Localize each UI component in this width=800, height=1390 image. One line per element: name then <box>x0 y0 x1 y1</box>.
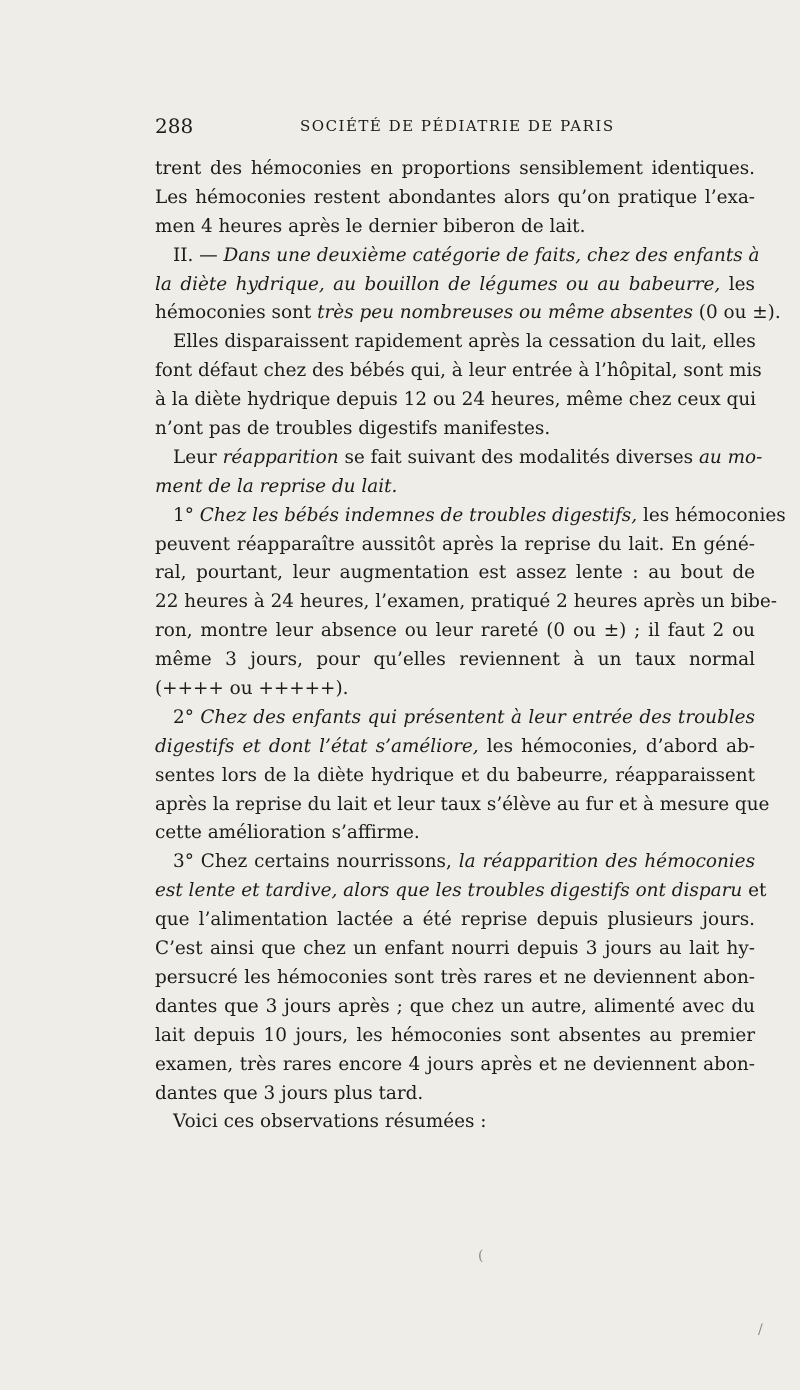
text-line <box>155 935 755 964</box>
text-line <box>155 444 763 473</box>
text-line <box>155 473 755 502</box>
text-run: 22 heures à 24 heures, l’examen, pratiqué 2 heures après un bibe- <box>155 591 777 613</box>
italic-text: ment de la reprise du lait. <box>155 475 398 497</box>
text-run: Voici ces observations résumées : <box>173 1111 487 1133</box>
text-line <box>155 559 755 588</box>
text-run: persucré les hémoconies sont très rares et ne deviennent abon- <box>155 966 755 988</box>
text-line <box>155 848 755 877</box>
text-line <box>155 906 755 935</box>
text-line <box>155 1022 755 1051</box>
text-run: Les hémoconies restent abondantes alors qu’on pratique l’exa- <box>155 186 755 208</box>
text-line <box>155 299 781 328</box>
text-line <box>155 791 770 820</box>
page-number: 288 <box>155 114 194 138</box>
text-run: les <box>720 273 755 295</box>
text-line <box>155 877 767 906</box>
text-line <box>155 646 755 675</box>
scan-speck: / <box>758 1322 763 1338</box>
text-run: après la reprise du lait et leur taux s’élève au fur et à mesure que <box>155 793 770 815</box>
italic-text: est lente et tardive, alors que les troubles digestifs ont disparu <box>155 880 743 902</box>
text-run: ral, pourtant, leur augmentation est assez lente : au bout de <box>155 562 755 584</box>
page-header <box>155 114 755 144</box>
text-line <box>155 184 755 213</box>
text-line <box>155 964 755 993</box>
text-line <box>155 675 755 704</box>
text-run: hémoconies sont <box>155 302 318 324</box>
italic-text: la réapparition des hémoconies <box>458 851 756 873</box>
text-run: Elles disparaissent rapidement après la cessation du lait, elles <box>173 331 756 353</box>
italic-text: Chez des enfants qui présentent à leur entrée des troubles <box>200 706 755 728</box>
italic-text: Chez les bébés indemnes de troubles digestifs, <box>199 504 638 526</box>
italic-text: réapparition <box>222 446 339 468</box>
text-line <box>155 328 755 357</box>
running-title: SOCIÉTÉ DE PÉDIATRIE DE PARIS <box>300 117 615 135</box>
text-run: trent des hémoconies en proportions sensiblement identiques. <box>155 158 755 179</box>
text-run: lait depuis 10 jours, les hémoconies sont absentes au premier <box>155 1024 755 1046</box>
italic-text: Dans une deuxième catégorie de faits, chez des enfants à <box>223 244 760 266</box>
text-run: cette amélioration s’affirme. <box>155 822 420 844</box>
text-run: peuvent réapparaître aussitôt après la reprise du lait. En géné- <box>155 533 755 555</box>
text-line <box>155 502 786 531</box>
text-line <box>155 1051 755 1080</box>
text-line <box>155 271 755 300</box>
italic-text: la diète hydrique, au bouillon de légumes ou au babeurre, <box>155 273 721 295</box>
italic-text: au mo- <box>698 446 763 468</box>
text-line <box>155 1080 755 1109</box>
text-run: les hémoconies <box>637 504 786 526</box>
text-line <box>155 1108 755 1137</box>
text-run: les hémoconies, d’abord ab- <box>478 735 755 757</box>
text-run: n’ont pas de troubles digestifs manifestes. <box>155 418 551 440</box>
body-text <box>155 155 786 1137</box>
text-line <box>155 386 755 415</box>
text-line <box>155 733 755 762</box>
text-run: 2° <box>173 706 201 728</box>
text-run: C’est ainsi que chez un enfant nourri depuis 3 jours au lait hy- <box>155 938 755 960</box>
text-run: 1° <box>173 504 200 526</box>
text-run: ron, montre leur absence ou leur rareté (0 ou ±) ; il faut 2 ou <box>155 620 755 642</box>
text-line <box>155 357 762 386</box>
text-run: se fait suivant des modalités diverses <box>338 446 699 468</box>
text-run: examen, très rares encore 4 jours après et ne deviennent abon- <box>155 1053 755 1075</box>
text-line <box>155 588 777 617</box>
text-line <box>155 762 755 791</box>
text-line <box>155 993 755 1022</box>
text-line <box>155 704 755 733</box>
text-line <box>155 415 755 444</box>
text-run: dantes que 3 jours après ; que chez un autre, alimenté avec du <box>155 995 755 1017</box>
text-line <box>155 531 755 560</box>
text-line <box>155 617 755 646</box>
text-run: dantes que 3 jours plus tard. <box>155 1082 424 1104</box>
text-run: que l’alimentation lactée a été reprise depuis plusieurs jours. <box>155 909 755 931</box>
text-run: Leur <box>173 446 223 468</box>
text-run: (0 ou ±). <box>692 302 781 324</box>
text-run: II. — <box>173 244 224 266</box>
italic-text: digestifs et dont l’état s’améliore, <box>155 735 479 757</box>
text-run: (++++ ou +++++). <box>155 678 349 700</box>
italic-text: très peu nombreuses ou même absentes <box>317 302 693 324</box>
text-line <box>155 242 760 271</box>
text-run: et <box>742 880 767 902</box>
text-line <box>155 213 755 242</box>
text-run: sentes lors de la diète hydrique et du babeurre, réapparaissent <box>155 764 755 786</box>
scan-speck: ( <box>478 1248 484 1264</box>
text-run: men 4 heures après le dernier biberon de lait. <box>155 215 586 237</box>
text-run: font défaut chez des bébés qui, à leur entrée à l’hôpital, sont mis <box>155 360 762 382</box>
text-run: 3° Chez certains nourrissons, <box>173 851 459 873</box>
text-line <box>155 819 755 848</box>
text-run: à la diète hydrique depuis 12 ou 24 heures, même chez ceux qui <box>155 389 757 411</box>
text-run: même 3 jours, pour qu’elles reviennent à un taux normal <box>155 649 755 671</box>
text-line <box>155 155 755 184</box>
